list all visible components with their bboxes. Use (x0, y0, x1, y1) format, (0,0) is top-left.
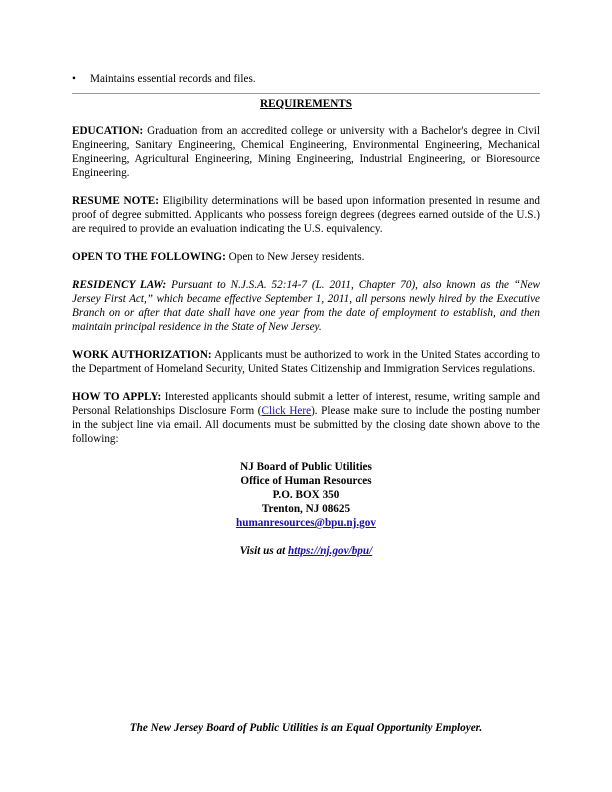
bullet-text: Maintains essential records and files. (90, 73, 256, 85)
work-auth-paragraph (72, 348, 540, 376)
open-to-label: OPEN TO THE FOLLOWING: (72, 251, 226, 263)
bullet-item (72, 72, 540, 86)
disclosure-form-link[interactable]: Click Here (261, 405, 312, 417)
address-line-office: Office of Human Resources (240, 475, 372, 487)
visit-line (72, 544, 540, 558)
eeo-footer: The New Jersey Board of Public Utilities is an Equal Opportunity Employer. (129, 722, 483, 734)
document-body (72, 72, 540, 558)
residency-label: RESIDENCY LAW: (72, 279, 167, 291)
address-line-city: Trenton, NJ 08625 (261, 503, 351, 515)
open-to-paragraph (72, 250, 540, 264)
how-to-apply-text-before: Interested applicants should submit a letter of interest, resume, writing sample and Personal Relationships Disclosure Form ( (72, 391, 541, 417)
section-divider (72, 93, 540, 94)
resume-note-label: RESUME NOTE: (72, 195, 159, 207)
visit-prefix: Visit us at (239, 545, 286, 557)
open-to-text: Open to New Jersey residents. (228, 251, 365, 263)
address-line-po-box: P.O. BOX 350 (272, 489, 340, 501)
work-auth-text: Applicants must be authorized to work in the United States according to the Department of Homeland Security, United States Citizenship and Immigration Services regulations. (72, 349, 540, 375)
website-link[interactable]: https://nj.gov/bpu/ (287, 545, 373, 557)
requirements-heading: REQUIREMENTS (259, 98, 352, 110)
how-to-apply-label: HOW TO APPLY: (72, 391, 162, 403)
work-auth-label: WORK AUTHORIZATION: (72, 349, 212, 361)
bullet-icon: • (72, 73, 76, 85)
resume-note-text: Eligibility determinations will be based upon information presented in resume and proof of degree submitted. Applicants who possess foreign degrees (degrees earned outside of the U.S.) are required to provide an evaluation indicating the U.S. equivalency. (72, 195, 541, 235)
address-line-org: NJ Board of Public Utilities (240, 461, 372, 473)
mailing-address (72, 460, 540, 530)
education-text: Graduation from an accredited college or university with a Bachelor's degree in Civil Engineering, Sanitary Engineering, Chemical Engineering, Environmental Engineering, Mechanical Engineering, Agricultural Engineering, Mining Engineering, Industrial Engineering, or Bioresource Engineering. (72, 125, 541, 179)
how-to-apply-text-after: ). Please make sure to include the posting number in the subject line via email. All documents must be submitted by the closing date shown above to the following: (72, 405, 540, 445)
education-label: EDUCATION: (72, 125, 144, 137)
residency-text: Pursuant to N.J.S.A. 52:14-7 (L. 2011, Chapter 70), also known as the “New Jersey First Act,” which became effective September 1, 2011, all persons newly hired by the Executive Branch on or after that date shall have one year from the date of employment to establish, and then maintain principal residence in the State of New Jersey. (72, 279, 540, 333)
residency-paragraph (72, 278, 540, 334)
resume-note-paragraph (72, 194, 540, 236)
how-to-apply-paragraph (72, 390, 540, 446)
education-paragraph (72, 124, 540, 180)
email-link[interactable]: humanresources@bpu.nj.gov (236, 517, 376, 529)
